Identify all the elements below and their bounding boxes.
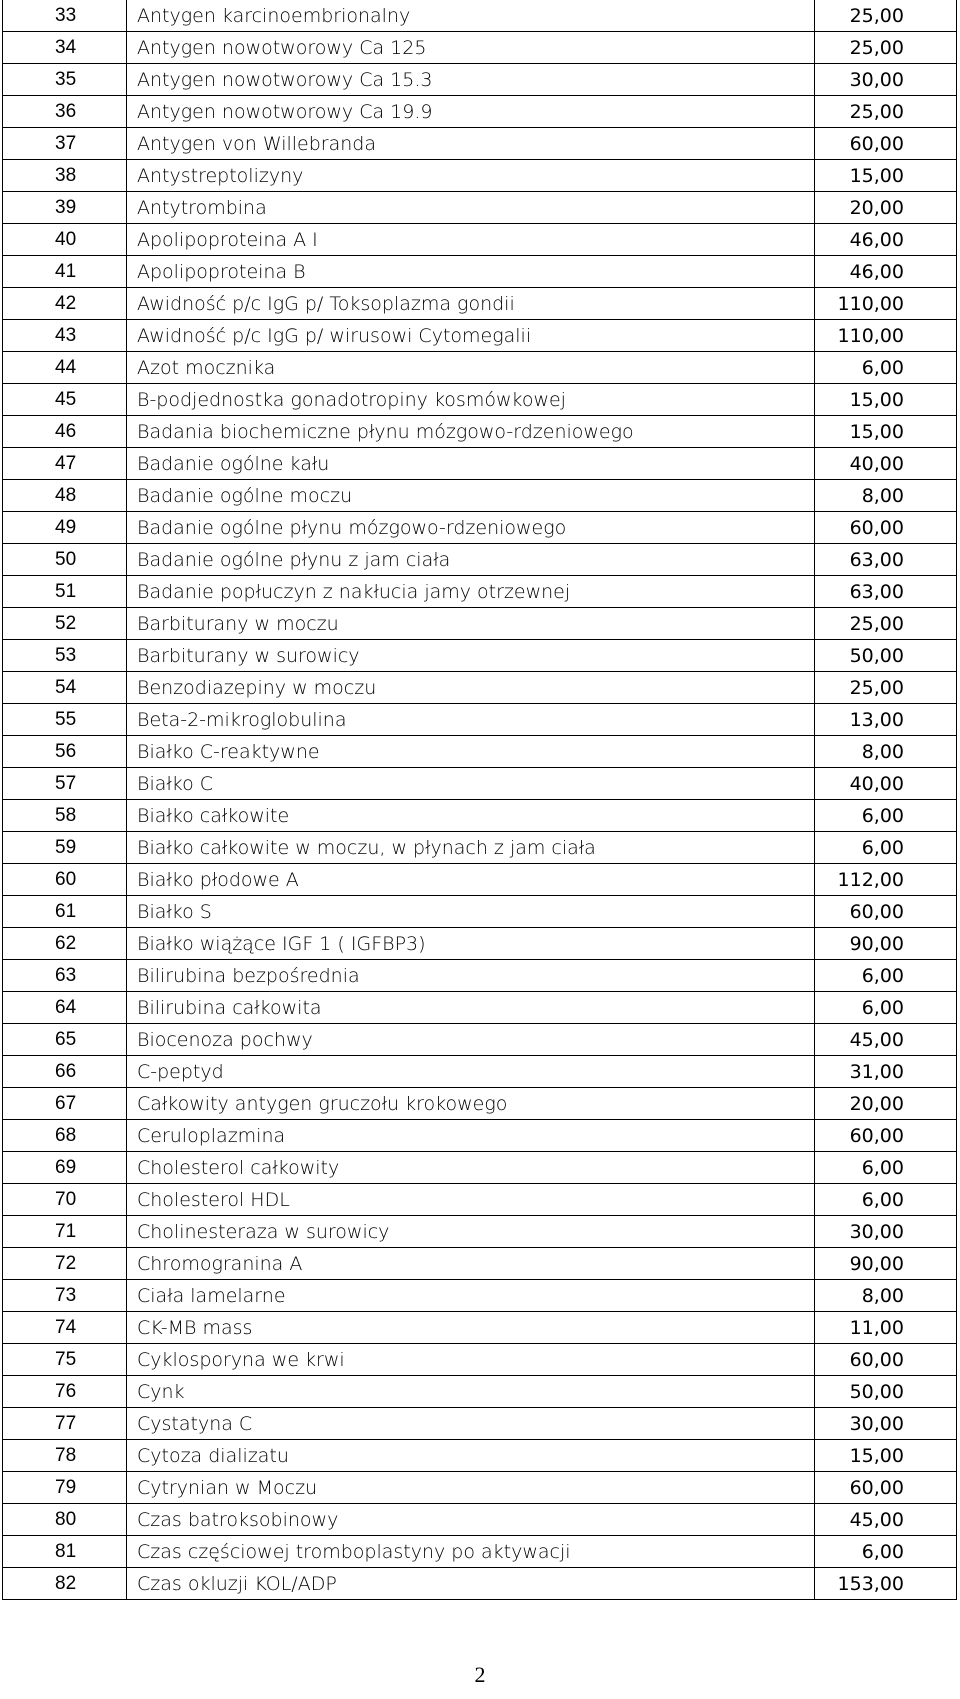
table-row (3, 160, 957, 192)
test-price: 6,00 (815, 1536, 957, 1568)
row-number: 69 (3, 1152, 127, 1184)
test-name: Benzodiazepiny w moczu (127, 672, 815, 704)
test-name: Antytrombina (127, 192, 815, 224)
table-row (3, 1024, 957, 1056)
row-number: 37 (3, 128, 127, 160)
row-number: 71 (3, 1216, 127, 1248)
test-price: 6,00 (815, 960, 957, 992)
row-number: 35 (3, 64, 127, 96)
test-price: 8,00 (815, 1280, 957, 1312)
test-name: Cholinesteraza w surowicy (127, 1216, 815, 1248)
table-row (3, 384, 957, 416)
test-name: Badanie ogólne płynu mózgowo-rdzeniowego (127, 512, 815, 544)
row-number: 67 (3, 1088, 127, 1120)
row-number: 52 (3, 608, 127, 640)
table-row (3, 1472, 957, 1504)
table-row (3, 800, 957, 832)
test-name: Białko C-reaktywne (127, 736, 815, 768)
test-price: 63,00 (815, 544, 957, 576)
table-row (3, 960, 957, 992)
row-number: 76 (3, 1376, 127, 1408)
row-number: 55 (3, 704, 127, 736)
test-name: Badanie ogólne płynu z jam ciała (127, 544, 815, 576)
test-name: Cytrynian w Moczu (127, 1472, 815, 1504)
test-name: Białko wiążące IGF 1 ( IGFBP3) (127, 928, 815, 960)
test-price: 15,00 (815, 384, 957, 416)
test-name: Czas okluzji KOL/ADP (127, 1568, 815, 1600)
test-name: Bilirubina całkowita (127, 992, 815, 1024)
test-price: 25,00 (815, 608, 957, 640)
test-name: Antygen von Willebranda (127, 128, 815, 160)
test-price: 46,00 (815, 224, 957, 256)
table-row (3, 96, 957, 128)
row-number: 56 (3, 736, 127, 768)
table-row (3, 320, 957, 352)
test-name: Bilirubina bezpośrednia (127, 960, 815, 992)
price-table (2, 0, 957, 1600)
table-row (3, 992, 957, 1024)
table-row (3, 32, 957, 64)
test-name: Badania biochemiczne płynu mózgowo-rdzeniowego (127, 416, 815, 448)
table-row (3, 1216, 957, 1248)
test-price: 20,00 (815, 1088, 957, 1120)
table-row (3, 512, 957, 544)
test-price: 20,00 (815, 192, 957, 224)
table-row (3, 416, 957, 448)
test-price: 60,00 (815, 512, 957, 544)
test-price: 6,00 (815, 992, 957, 1024)
table-row (3, 544, 957, 576)
test-name: Białko płodowe A (127, 864, 815, 896)
test-price: 25,00 (815, 96, 957, 128)
test-name: Całkowity antygen gruczołu krokowego (127, 1088, 815, 1120)
row-number: 54 (3, 672, 127, 704)
table-row (3, 1120, 957, 1152)
table-row (3, 480, 957, 512)
row-number: 40 (3, 224, 127, 256)
test-name: Białko całkowite w moczu, w płynach z jam ciała (127, 832, 815, 864)
row-number: 34 (3, 32, 127, 64)
row-number: 39 (3, 192, 127, 224)
test-price: 60,00 (815, 896, 957, 928)
table-row (3, 448, 957, 480)
table-row (3, 256, 957, 288)
test-name: Cynk (127, 1376, 815, 1408)
test-name: Awidność p/c IgG p/ wirusowi Cytomegalii (127, 320, 815, 352)
table-row (3, 576, 957, 608)
table-row (3, 192, 957, 224)
test-price: 45,00 (815, 1024, 957, 1056)
row-number: 45 (3, 384, 127, 416)
test-name: Cholesterol HDL (127, 1184, 815, 1216)
test-name: CK-MB mass (127, 1312, 815, 1344)
test-name: Antystreptolizyny (127, 160, 815, 192)
test-name: Badanie ogólne moczu (127, 480, 815, 512)
table-row (3, 1504, 957, 1536)
table-row (3, 288, 957, 320)
test-price: 153,00 (815, 1568, 957, 1600)
table-row (3, 1312, 957, 1344)
test-name: Czas batroksobinowy (127, 1504, 815, 1536)
price-table-body (3, 0, 957, 1600)
table-row (3, 1568, 957, 1600)
table-row (3, 928, 957, 960)
row-number: 38 (3, 160, 127, 192)
test-name: Biocenoza pochwy (127, 1024, 815, 1056)
test-name: Ciała lamelarne (127, 1280, 815, 1312)
test-price: 31,00 (815, 1056, 957, 1088)
row-number: 46 (3, 416, 127, 448)
test-price: 25,00 (815, 0, 957, 32)
test-name: Białko S (127, 896, 815, 928)
row-number: 77 (3, 1408, 127, 1440)
row-number: 33 (3, 0, 127, 32)
table-row (3, 640, 957, 672)
test-name: Cyklosporyna we krwi (127, 1344, 815, 1376)
row-number: 73 (3, 1280, 127, 1312)
test-name: Czas częściowej tromboplastyny po aktywacji (127, 1536, 815, 1568)
row-number: 82 (3, 1568, 127, 1600)
test-price: 90,00 (815, 1248, 957, 1280)
test-price: 63,00 (815, 576, 957, 608)
row-number: 63 (3, 960, 127, 992)
table-row (3, 864, 957, 896)
test-price: 6,00 (815, 1184, 957, 1216)
test-price: 8,00 (815, 736, 957, 768)
row-number: 41 (3, 256, 127, 288)
test-price: 40,00 (815, 768, 957, 800)
test-price: 15,00 (815, 1440, 957, 1472)
test-price: 45,00 (815, 1504, 957, 1536)
test-price: 6,00 (815, 1152, 957, 1184)
test-price: 60,00 (815, 128, 957, 160)
page-number: 2 (474, 1662, 486, 1687)
test-price: 30,00 (815, 1216, 957, 1248)
table-row (3, 128, 957, 160)
row-number: 78 (3, 1440, 127, 1472)
row-number: 64 (3, 992, 127, 1024)
table-row (3, 1280, 957, 1312)
row-number: 61 (3, 896, 127, 928)
row-number: 80 (3, 1504, 127, 1536)
row-number: 62 (3, 928, 127, 960)
table-row (3, 0, 957, 32)
row-number: 68 (3, 1120, 127, 1152)
test-name: Antygen nowotworowy Ca 15.3 (127, 64, 815, 96)
table-row (3, 832, 957, 864)
table-row (3, 1376, 957, 1408)
row-number: 43 (3, 320, 127, 352)
test-name: Chromogranina A (127, 1248, 815, 1280)
row-number: 74 (3, 1312, 127, 1344)
test-price: 25,00 (815, 32, 957, 64)
table-row (3, 1440, 957, 1472)
row-number: 75 (3, 1344, 127, 1376)
test-name: C-peptyd (127, 1056, 815, 1088)
row-number: 58 (3, 800, 127, 832)
table-row (3, 1344, 957, 1376)
table-row (3, 1184, 957, 1216)
test-price: 90,00 (815, 928, 957, 960)
row-number: 72 (3, 1248, 127, 1280)
test-price: 8,00 (815, 480, 957, 512)
row-number: 81 (3, 1536, 127, 1568)
test-name: Azot mocznika (127, 352, 815, 384)
table-row (3, 352, 957, 384)
test-price: 30,00 (815, 1408, 957, 1440)
test-name: Apolipoproteina B (127, 256, 815, 288)
test-name: Cytoza dializatu (127, 1440, 815, 1472)
row-number: 50 (3, 544, 127, 576)
test-name: Białko C (127, 768, 815, 800)
table-row (3, 1248, 957, 1280)
table-row (3, 1152, 957, 1184)
test-name: Awidność p/c IgG p/ Toksoplazma gondii (127, 288, 815, 320)
test-price: 11,00 (815, 1312, 957, 1344)
test-price: 110,00 (815, 288, 957, 320)
test-price: 112,00 (815, 864, 957, 896)
row-number: 51 (3, 576, 127, 608)
table-row (3, 1088, 957, 1120)
row-number: 66 (3, 1056, 127, 1088)
row-number: 42 (3, 288, 127, 320)
test-name: Beta-2-mikroglobulina (127, 704, 815, 736)
test-price: 50,00 (815, 640, 957, 672)
row-number: 47 (3, 448, 127, 480)
test-name: Apolipoproteina A I (127, 224, 815, 256)
test-price: 60,00 (815, 1120, 957, 1152)
test-name: Cystatyna C (127, 1408, 815, 1440)
row-number: 53 (3, 640, 127, 672)
row-number: 57 (3, 768, 127, 800)
test-price: 15,00 (815, 160, 957, 192)
test-price: 13,00 (815, 704, 957, 736)
test-name: Badanie popłuczyn z nakłucia jamy otrzewnej (127, 576, 815, 608)
test-price: 60,00 (815, 1472, 957, 1504)
test-name: Cholesterol całkowity (127, 1152, 815, 1184)
row-number: 49 (3, 512, 127, 544)
test-price: 50,00 (815, 1376, 957, 1408)
row-number: 79 (3, 1472, 127, 1504)
table-row (3, 896, 957, 928)
test-name: Barbiturany w moczu (127, 608, 815, 640)
price-list-sheet (2, 0, 956, 1600)
row-number: 65 (3, 1024, 127, 1056)
table-row (3, 736, 957, 768)
test-name: Badanie ogólne kału (127, 448, 815, 480)
test-price: 40,00 (815, 448, 957, 480)
table-row (3, 1408, 957, 1440)
table-row (3, 1536, 957, 1568)
test-price: 60,00 (815, 1344, 957, 1376)
test-name: Antygen nowotworowy Ca 19.9 (127, 96, 815, 128)
row-number: 60 (3, 864, 127, 896)
test-price: 46,00 (815, 256, 957, 288)
test-name: Antygen karcinoembrionalny (127, 0, 815, 32)
row-number: 36 (3, 96, 127, 128)
test-name: Barbiturany w surowicy (127, 640, 815, 672)
table-row (3, 672, 957, 704)
row-number: 48 (3, 480, 127, 512)
test-price: 6,00 (815, 832, 957, 864)
table-row (3, 64, 957, 96)
test-price: 6,00 (815, 352, 957, 384)
test-name: Ceruloplazmina (127, 1120, 815, 1152)
test-name: Antygen nowotworowy Ca 125 (127, 32, 815, 64)
test-name: B-podjednostka gonadotropiny kosmówkowej (127, 384, 815, 416)
row-number: 44 (3, 352, 127, 384)
table-row (3, 704, 957, 736)
table-row (3, 224, 957, 256)
table-row (3, 1056, 957, 1088)
test-price: 6,00 (815, 800, 957, 832)
test-price: 30,00 (815, 64, 957, 96)
row-number: 70 (3, 1184, 127, 1216)
test-name: Białko całkowite (127, 800, 815, 832)
row-number: 59 (3, 832, 127, 864)
table-row (3, 768, 957, 800)
test-price: 25,00 (815, 672, 957, 704)
test-price: 110,00 (815, 320, 957, 352)
table-row (3, 608, 957, 640)
test-price: 15,00 (815, 416, 957, 448)
